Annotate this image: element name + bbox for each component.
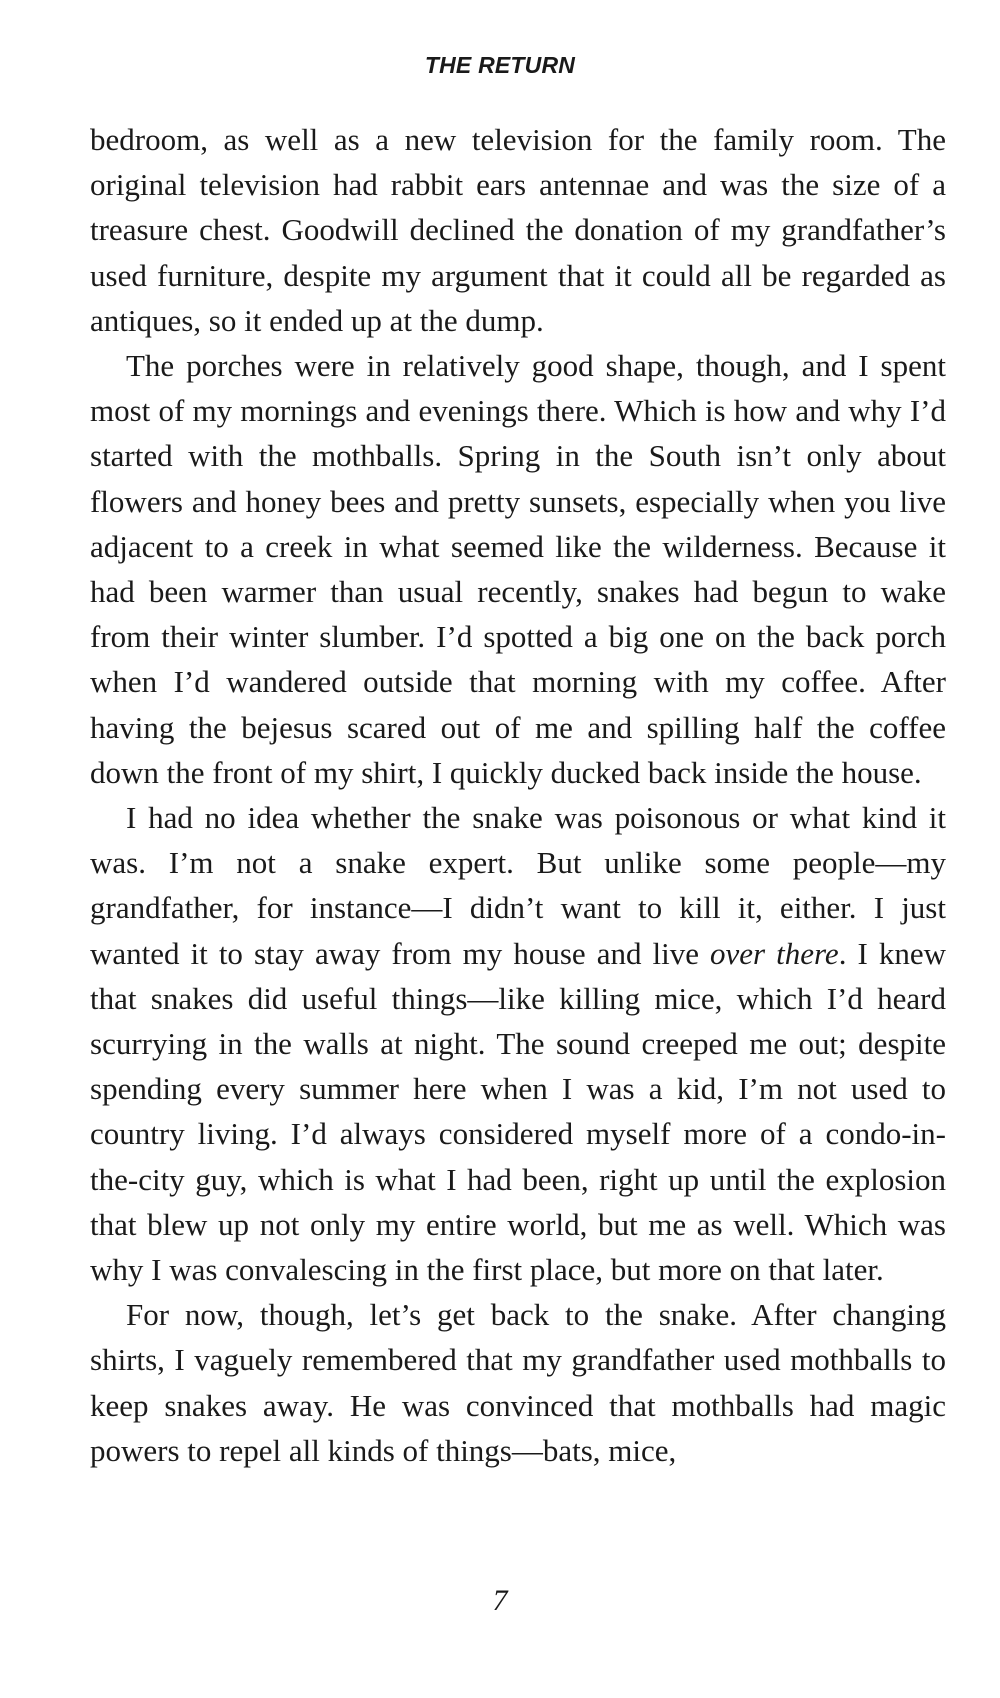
- paragraph-3-text-before-emphasis: I had no idea whether the snake was poisonous or what kind it was. I’m not a snake expert. But unlike some people—my grandfather, for instance—I didn’t want to kill it, either. I just wanted it to stay away from my house and live: [90, 800, 946, 971]
- paragraph-4: For now, though, let’s get back to the snake. After changing shirts, I vaguely remembered that my grandfather used mothballs to keep snakes away. He was convinced that mothballs had magic powers to repel all kinds of things—bats, mice,: [90, 1297, 946, 1468]
- emphasis-over-there: over there: [710, 935, 839, 971]
- paragraph-2: The porches were in relatively good shape, though, and I spent most of my mornings and evenings there. Which is how and why I’d started with the mothballs. Spring in the South isn’t only about flowers and honey bees and pretty sunsets, especially when you live adjacent to a creek in what seemed like the wilderness. Because it had been warmer than usual recently, snakes had begun to wake from their winter slumber. I’d spotted a big one on the back porch when I’d wandered outside that morning with my coffee. After having the bejesus scared out of me and spilling half the coffee down the front of my shirt, I quickly ducked back inside the house.: [90, 348, 946, 790]
- page-number: 7: [492, 1584, 508, 1617]
- paragraph-3-text-after-emphasis: . I knew that snakes did useful things—like killing mice, which I’d heard scurrying in the walls at night. The sound creeped me out; despite spending every summer here when I was a kid, I’m not used to country living. I’d always considered myself more of a condo-in-the-city guy, which is what I had been, right up until the explosion that blew up not only my entire world, but me as well. Which was why I was convalescing in the first place, but more on that later.: [90, 935, 946, 1288]
- body-text: [90, 117, 946, 1473]
- running-head: THE RETURN: [424, 52, 576, 78]
- paragraph-3: [90, 795, 946, 1292]
- paragraph-1: bedroom, as well as a new television for the family room. The original television had rabbit ears antennae and was the size of a treasure chest. Goodwill declined the donation of my grandfather’s used furniture, despite my argument that it could all be regarded as antiques, so it ended up at the dump.: [90, 122, 946, 338]
